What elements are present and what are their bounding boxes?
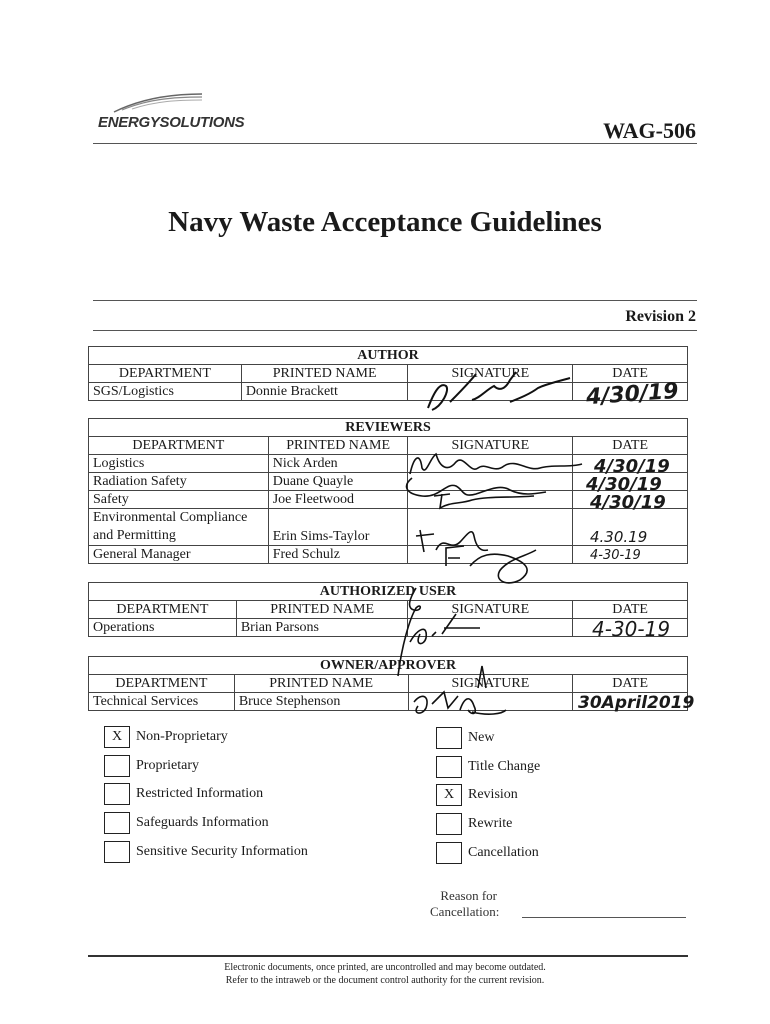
col-printed-name: PRINTED NAME bbox=[236, 601, 408, 619]
author-date: 4/30/19 bbox=[585, 378, 680, 411]
checkbox-rewrite[interactable] bbox=[436, 813, 512, 835]
author-heading: AUTHOR bbox=[89, 347, 688, 365]
reason-line-1: Reason for bbox=[440, 888, 497, 903]
authorized-user-date: 4-30-19 bbox=[592, 617, 671, 641]
checkbox-box[interactable] bbox=[104, 812, 130, 834]
printed-name-cell: Joe Fleetwood bbox=[268, 491, 408, 509]
checkbox-label: Revision bbox=[468, 787, 518, 802]
footer-line-1: Electronic documents, once printed, are uncontrolled and may become outdated. bbox=[224, 962, 546, 973]
reason-for-cancellation-label bbox=[430, 888, 499, 920]
revision-top-rule bbox=[93, 300, 697, 301]
department-cell: Safety bbox=[89, 491, 269, 509]
checkbox-non-proprietary[interactable] bbox=[104, 726, 228, 748]
checkbox-box[interactable] bbox=[436, 813, 462, 835]
checkbox-label: Proprietary bbox=[136, 758, 199, 773]
printed-name-cell: Brian Parsons bbox=[236, 619, 408, 637]
checkbox-label: Restricted Information bbox=[136, 786, 264, 801]
checkbox-safeguards-information[interactable] bbox=[104, 812, 269, 834]
checkbox-box[interactable]: X bbox=[436, 784, 462, 806]
reviewer-signature-joe-fleetwood bbox=[430, 488, 540, 512]
printed-name-cell: Bruce Stephenson bbox=[234, 693, 408, 711]
authorized-user-heading: AUTHORIZED USER bbox=[89, 583, 688, 601]
col-signature: SIGNATURE bbox=[408, 365, 573, 383]
col-date: DATE bbox=[573, 675, 688, 693]
checkbox-box[interactable] bbox=[104, 755, 130, 777]
owner-approver-signature bbox=[408, 662, 508, 732]
reason-line-2: Cancellation: bbox=[430, 904, 500, 919]
reviewer-signature-fred-schulz bbox=[440, 526, 540, 586]
department-line-2: and Permitting bbox=[93, 528, 176, 543]
owner-approver-heading: OWNER/APPROVER bbox=[89, 657, 688, 675]
company-logo-text: ENERGYSOLUTIONS bbox=[98, 114, 245, 131]
printed-name-cell: Fred Schulz bbox=[268, 546, 408, 564]
footer-line-2: Refer to the intraweb or the document control authority for the current revision. bbox=[225, 975, 545, 986]
checkbox-revision[interactable] bbox=[436, 784, 518, 806]
department-cell: SGS/Logistics bbox=[89, 383, 242, 401]
revision-bottom-rule bbox=[93, 330, 697, 331]
checkbox-label: Safeguards Information bbox=[136, 815, 269, 830]
col-date: DATE bbox=[573, 601, 688, 619]
checkbox-restricted-information[interactable] bbox=[104, 783, 263, 805]
footer-notice bbox=[0, 961, 770, 987]
col-date: DATE bbox=[573, 365, 688, 383]
printed-name-cell: Duane Quayle bbox=[268, 473, 408, 491]
checkbox-sensitive-security-information[interactable] bbox=[104, 841, 308, 863]
department-cell: Operations bbox=[89, 619, 237, 637]
reviewer-date-4: 4.30.19 bbox=[590, 528, 648, 546]
department-line-1: Environmental Compliance bbox=[93, 510, 248, 525]
col-date: DATE bbox=[573, 437, 688, 455]
reviewer-date-1: 4/30/19 bbox=[594, 456, 670, 477]
col-signature: SIGNATURE bbox=[408, 601, 573, 619]
department-cell: Technical Services bbox=[89, 693, 235, 711]
col-department: DEPARTMENT bbox=[89, 675, 235, 693]
department-cell: General Manager bbox=[89, 546, 269, 564]
col-signature: SIGNATURE bbox=[408, 675, 573, 693]
col-signature: SIGNATURE bbox=[408, 437, 573, 455]
checkbox-label: Title Change bbox=[468, 759, 541, 774]
owner-approver-date: 30April2019 bbox=[578, 693, 695, 713]
reviewer-date-2: 4/30/19 bbox=[586, 474, 662, 495]
checkbox-label: Sensitive Security Information bbox=[136, 844, 308, 859]
document-number: WAG-506 bbox=[603, 118, 696, 143]
department-cell bbox=[89, 509, 269, 546]
department-cell: Radiation Safety bbox=[89, 473, 269, 491]
reviewer-date-5: 4-30-19 bbox=[590, 548, 641, 563]
printed-name-cell: Erin Sims-Taylor bbox=[268, 509, 408, 546]
checkbox-box[interactable] bbox=[436, 727, 462, 749]
reviewers-heading: REVIEWERS bbox=[89, 419, 688, 437]
department-cell: Logistics bbox=[89, 455, 269, 473]
reviewer-date-3: 4/30/19 bbox=[590, 492, 666, 513]
col-printed-name: PRINTED NAME bbox=[241, 365, 408, 383]
checkbox-proprietary[interactable] bbox=[104, 755, 199, 777]
checkbox-label: Non-Proprietary bbox=[136, 729, 228, 744]
header-divider bbox=[93, 143, 697, 144]
col-printed-name: PRINTED NAME bbox=[234, 675, 408, 693]
checkbox-box[interactable] bbox=[436, 756, 462, 778]
checkbox-box[interactable]: X bbox=[104, 726, 130, 748]
col-department: DEPARTMENT bbox=[89, 601, 237, 619]
checkbox-new[interactable] bbox=[436, 727, 494, 749]
checkbox-box[interactable] bbox=[104, 841, 130, 863]
printed-name-cell: Nick Arden bbox=[268, 455, 408, 473]
col-department: DEPARTMENT bbox=[89, 365, 242, 383]
energysolutions-logo-icon bbox=[112, 90, 204, 114]
printed-name-cell: Donnie Brackett bbox=[241, 383, 408, 401]
document-title: Navy Waste Acceptance Guidelines bbox=[168, 206, 602, 238]
author-signature bbox=[420, 362, 580, 414]
reason-input-line[interactable] bbox=[522, 917, 686, 918]
checkbox-label: Cancellation bbox=[468, 845, 539, 860]
col-printed-name: PRINTED NAME bbox=[268, 437, 408, 455]
checkbox-label: Rewrite bbox=[468, 816, 513, 831]
checkbox-box[interactable] bbox=[104, 783, 130, 805]
checkbox-box[interactable] bbox=[436, 842, 462, 864]
checkbox-label: New bbox=[468, 730, 495, 745]
col-department: DEPARTMENT bbox=[89, 437, 269, 455]
checkbox-cancellation[interactable] bbox=[436, 842, 539, 864]
footer-divider bbox=[88, 955, 688, 957]
checkbox-title-change[interactable] bbox=[436, 756, 540, 778]
revision-label: Revision 2 bbox=[625, 308, 696, 325]
